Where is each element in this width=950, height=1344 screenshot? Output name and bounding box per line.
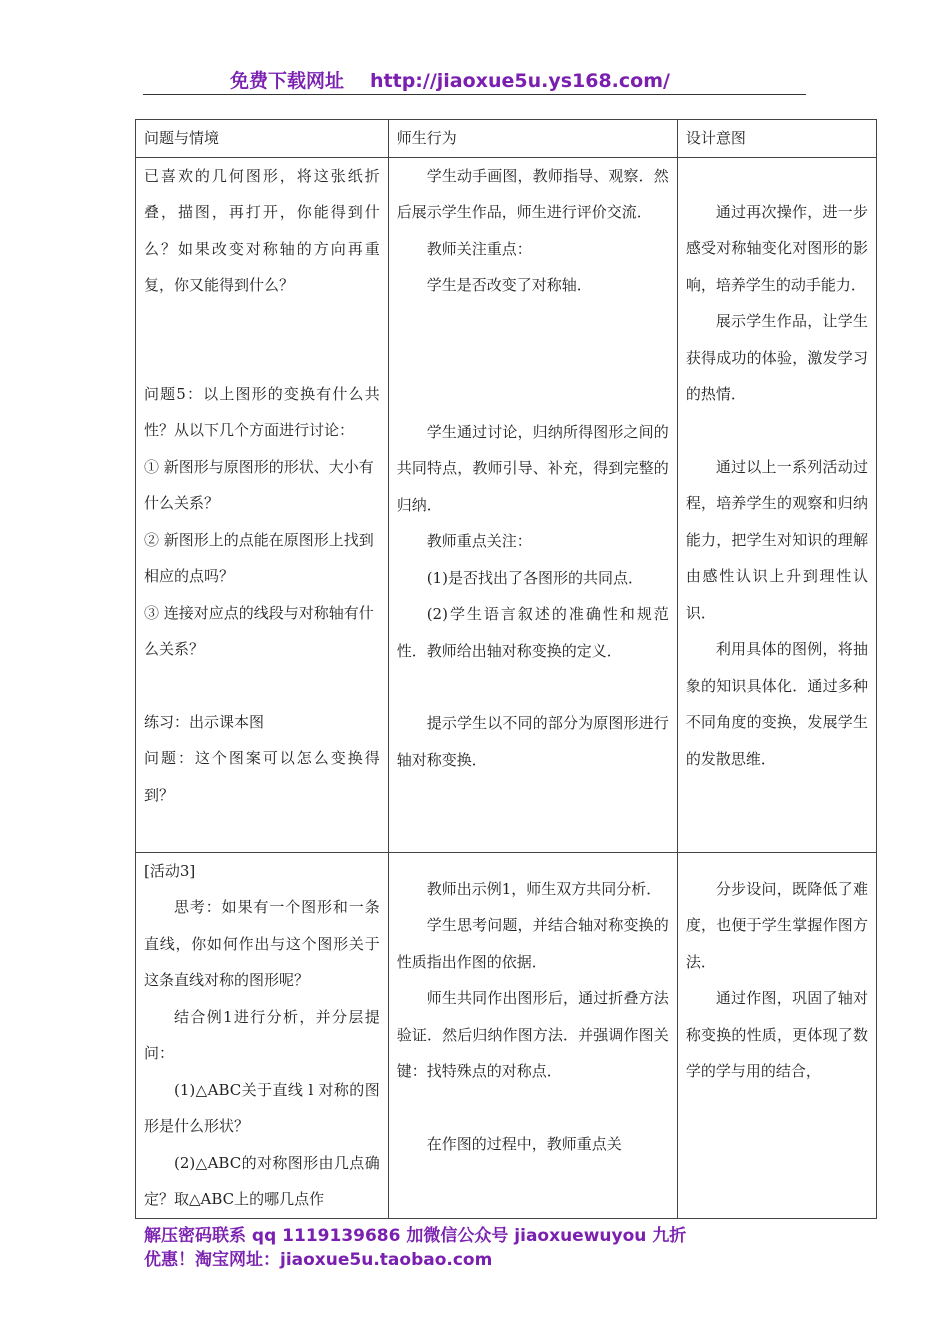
intent-cell xyxy=(677,852,876,1218)
paragraph: 教师关注重点： xyxy=(426,239,532,258)
paragraph: 学生是否改变了对称轴． xyxy=(426,276,592,294)
point-1: ① 新图形与原图形的形状、大小有什么关系？ xyxy=(144,457,374,512)
header-cell-intent: 设计意图 xyxy=(677,120,876,158)
paragraph: 结合例1进行分析，并分层提问： xyxy=(144,1007,380,1062)
paragraph: 通过以上一系列活动过程，培养学生的观察和归纳能力，把学生对知识的理解由感性认识上升到理性认识． xyxy=(685,457,868,622)
paragraph: (1)△ABC关于直线 l 对称的图形是什么形状？ xyxy=(144,1080,380,1135)
situation-cell xyxy=(136,852,389,1218)
paragraph: 学生思考问题，并结合轴对称变换的性质指出作图的依据． xyxy=(396,916,669,971)
header-cell-behavior: 师生行为 xyxy=(388,120,677,158)
paragraph: 思考：如果有一个图形和一条直线，你如何作出与这个图形关于这条直线对称的图形呢？ xyxy=(144,898,380,989)
paragraph: 提示学生以不同的部分为原图形进行轴对称变换． xyxy=(396,714,669,769)
header-url[interactable]: http://jiaoxue5u.ys168.com/ xyxy=(370,70,670,92)
paragraph: 师生共同作出图形后，通过折叠方法验证．然后归纳作图方法．并强调作图关键：找特殊点的对称点． xyxy=(396,989,669,1080)
table-header-row xyxy=(136,120,877,158)
header-divider xyxy=(143,94,806,95)
paragraph: 已喜欢的几何图形，将这张纸折叠，描图，再打开，你能得到什么？如果改变对称轴的方向再重复，你又能得到什么？ xyxy=(144,166,380,294)
paragraph: 分步设问，既降低了难度，也便于学生掌握作图方法． xyxy=(685,879,868,971)
footer-line-1: 解压密码联系 qq 1119139686 加微信公众号 jiaoxuewuyou 九折 xyxy=(144,1226,687,1246)
header-title: 免费下载网址 xyxy=(230,70,345,92)
point-3: ③ 连接对应点的线段与对称轴有什么关系？ xyxy=(144,603,374,658)
paragraph: (1)是否找出了各图形的共同点． xyxy=(426,568,643,587)
paragraph: 利用具体的图例，将抽象的知识具体化．通过多种不同角度的变换，发展学生的发散思维． xyxy=(685,640,868,768)
paragraph: 学生通过讨论，归纳所得图形之间的共同特点，教师引导、补充，得到完整的归纳． xyxy=(396,422,669,514)
activity-label: [活动3] xyxy=(144,861,196,880)
paragraph: 通过作图，巩固了轴对称变换的性质，更体现了数学的学与用的结合， xyxy=(685,989,868,1080)
paragraph: (2)学生语言叙述的准确性和规范性．教师给出轴对称变换的定义． xyxy=(396,605,669,660)
exercise: 练习：出示课本图 xyxy=(144,712,265,731)
paragraph: 展示学生作品，让学生获得成功的体验，激发学习的热情． xyxy=(685,312,868,403)
behavior-cell xyxy=(388,852,677,1218)
behavior-cell xyxy=(388,157,677,852)
paragraph: 在作图的过程中，教师重点关 xyxy=(426,1134,622,1153)
paragraph: 教师重点关注： xyxy=(426,532,532,550)
paragraph: 通过再次操作，进一步感受对称轴变化对图形的影响，培养学生的动手能力． xyxy=(685,202,868,294)
page-header xyxy=(230,66,750,93)
paragraph: (2)△ABC的对称图形由几点确定？取△ABC上的哪几点作 xyxy=(144,1153,380,1208)
exercise-question: 问题：这个图案可以怎么变换得到？ xyxy=(144,749,380,804)
lesson-table xyxy=(135,119,877,1219)
table-row xyxy=(136,157,877,852)
table-row xyxy=(136,852,877,1218)
question-5: 问题5：以上图形的变换有什么共性？从以下几个方面进行讨论： xyxy=(144,384,380,439)
header-cell-situation: 问题与情境 xyxy=(136,120,389,158)
point-2: ② 新图形上的点能在原图形上找到相应的点吗？ xyxy=(144,530,374,585)
situation-cell xyxy=(136,157,389,852)
footer-line-2: 优惠！淘宝网址：jiaoxue5u.taobao.com xyxy=(144,1250,493,1270)
paragraph: 教师出示例1，师生双方共同分析． xyxy=(426,879,662,898)
intent-cell xyxy=(677,157,876,852)
paragraph: 学生动手画图，教师指导、观察．然后展示学生作品，师生进行评价交流． xyxy=(396,166,669,221)
